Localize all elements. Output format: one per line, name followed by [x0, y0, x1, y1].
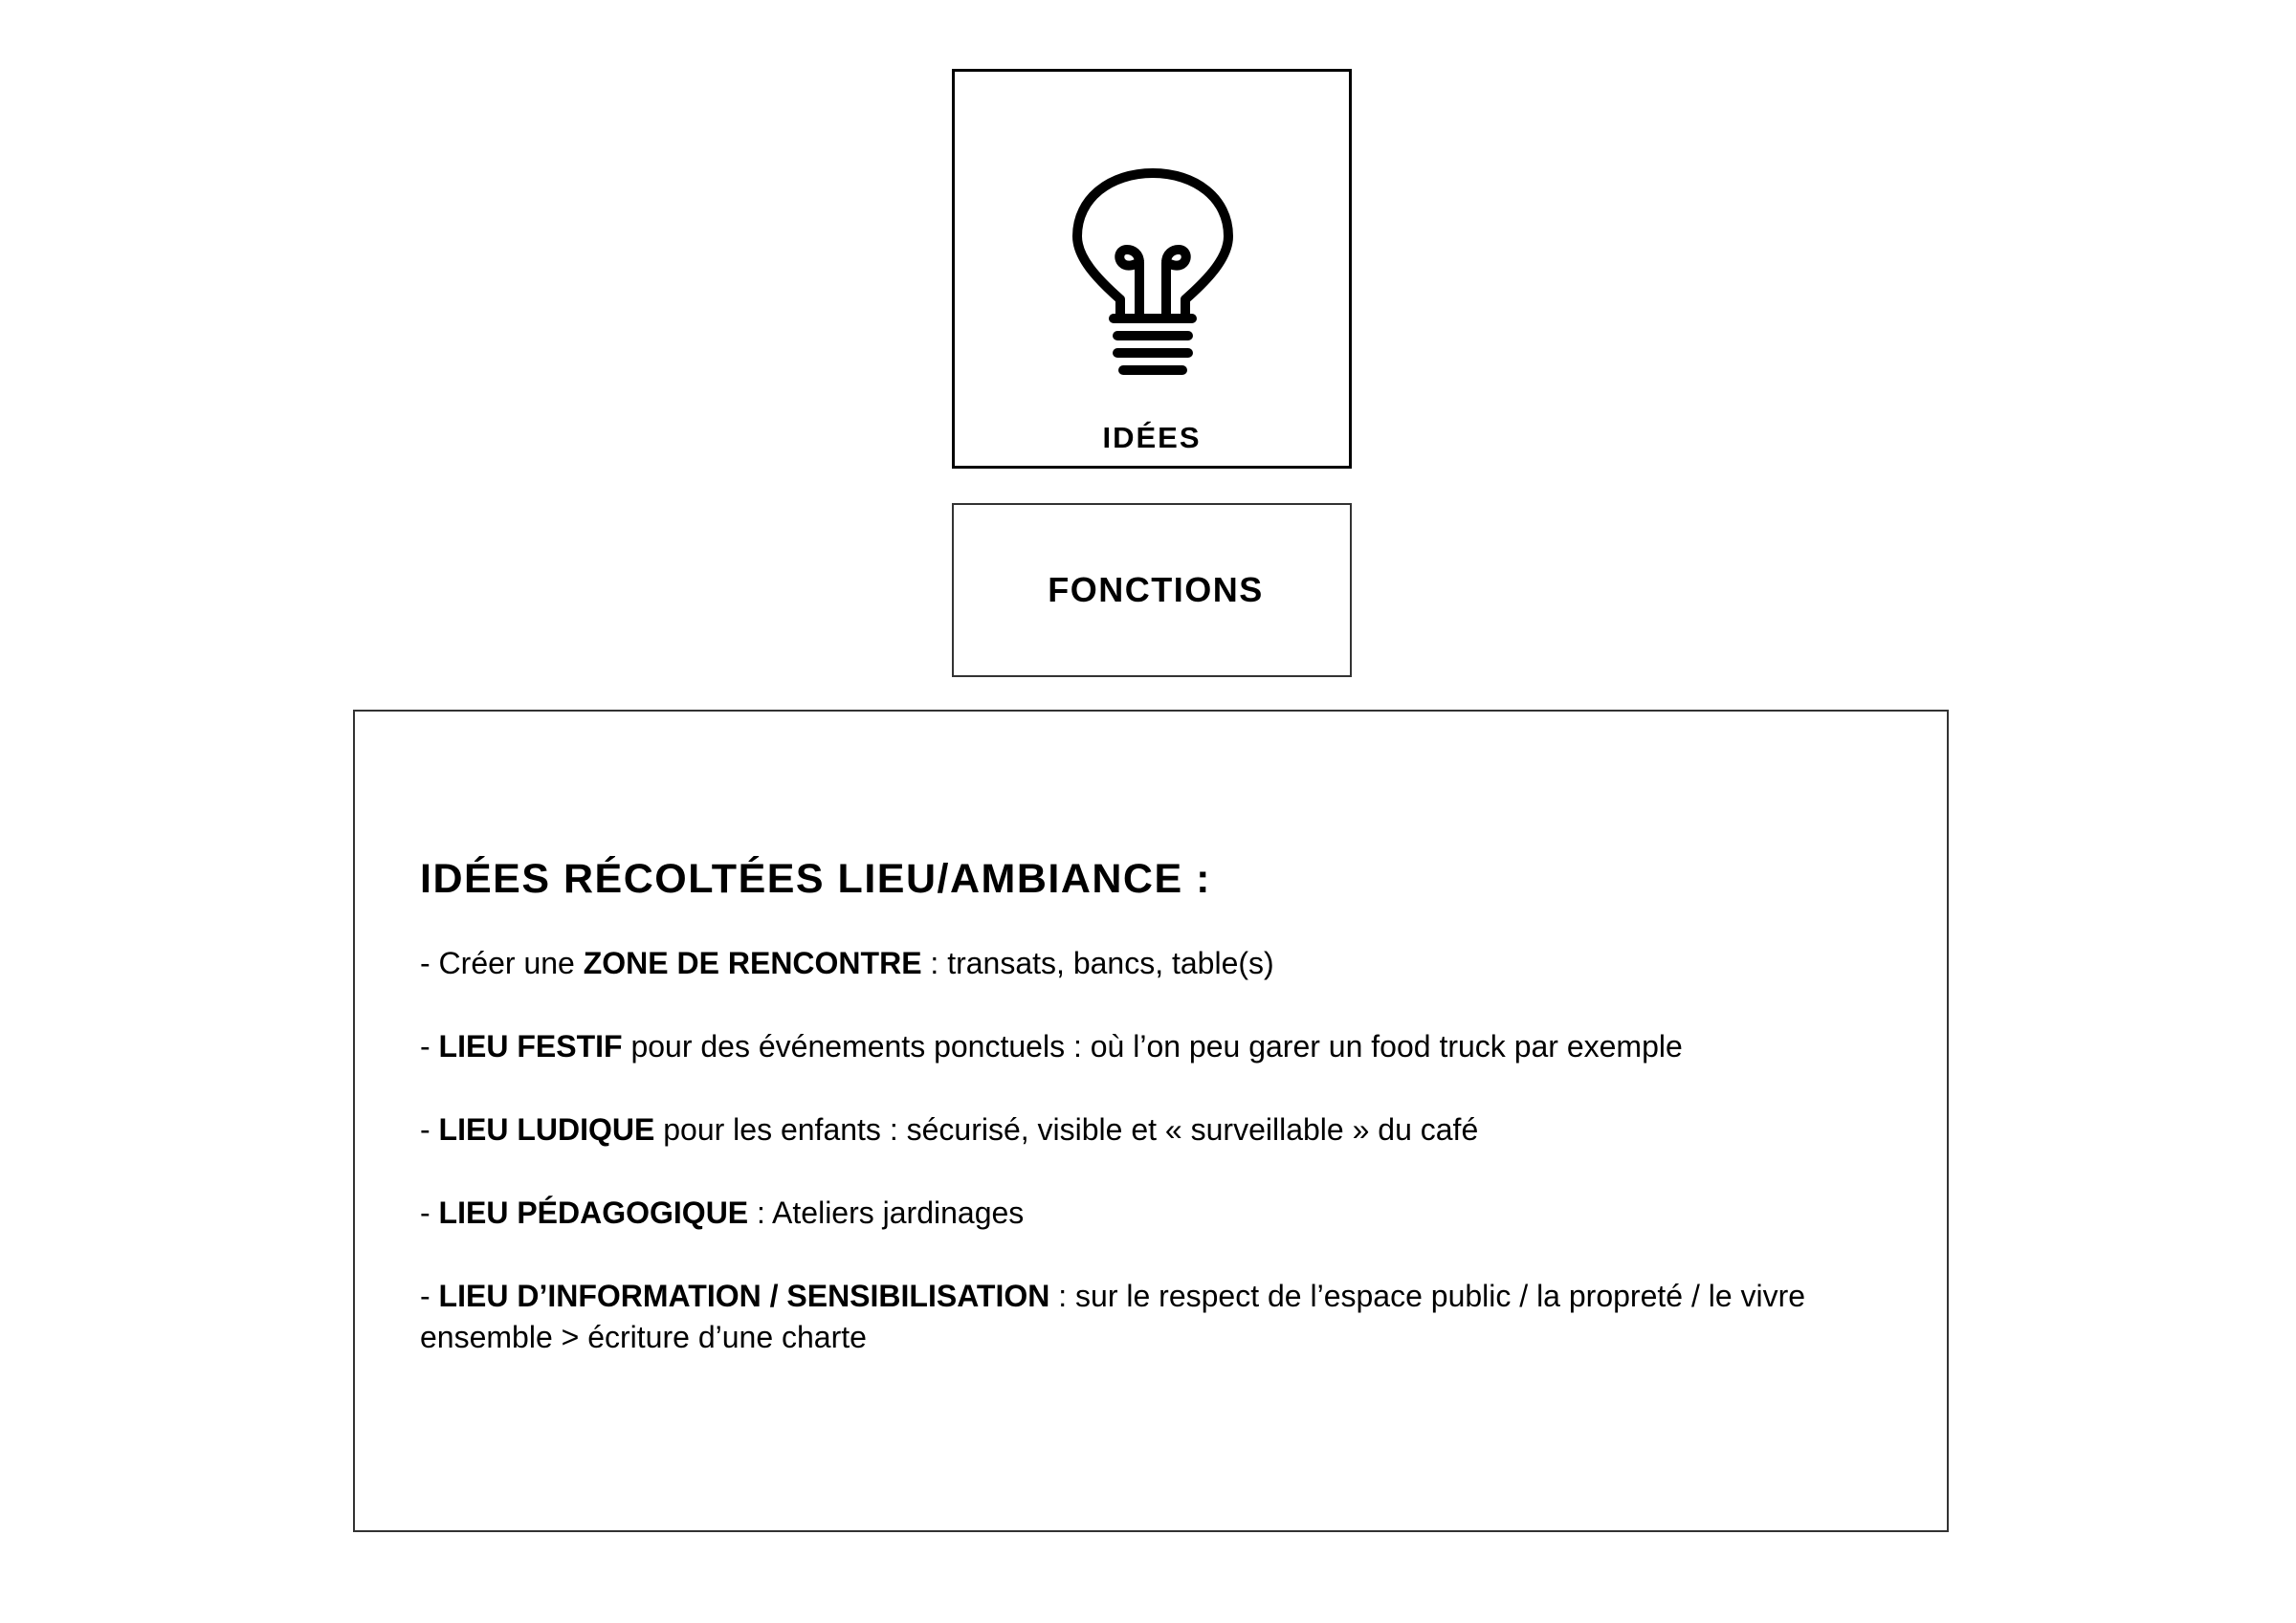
idea-item-meeting-zone: - Créer une ZONE DE RENCONTRE : transats, bancs, table(s) — [420, 946, 1274, 980]
idea-item-play-place: - LIEU LUDIQUE pour les enfants : sécurisé, visible et « surveillable » du café — [420, 1112, 1479, 1147]
idea-item-festive-place: - LIEU FESTIF pour des événements ponctuels : où l’on peu garer un food truck par exemple — [420, 1029, 1683, 1064]
ideas-content — [420, 855, 1912, 1400]
ideas-label: IDÉES — [1102, 421, 1202, 454]
idea-item-educational-place: - LIEU PÉDAGOGIQUE : Ateliers jardinages — [420, 1195, 1025, 1230]
functions-label: FONCTIONS — [1048, 570, 1264, 609]
lightbulb-icon — [1070, 165, 1237, 385]
ideas-card — [952, 69, 1352, 469]
content-title: IDÉES RÉCOLTÉES LIEU/AMBIANCE : — [420, 856, 1211, 902]
idea-item-information-place: - LIEU D’INFORMATION / SENSIBILISATION : sur le respect de l’espace public / la propreté / le vivre ensemble > écriture d’une charte — [420, 1279, 1806, 1354]
functions-box — [952, 503, 1352, 677]
ideas-content-box — [353, 710, 1949, 1532]
